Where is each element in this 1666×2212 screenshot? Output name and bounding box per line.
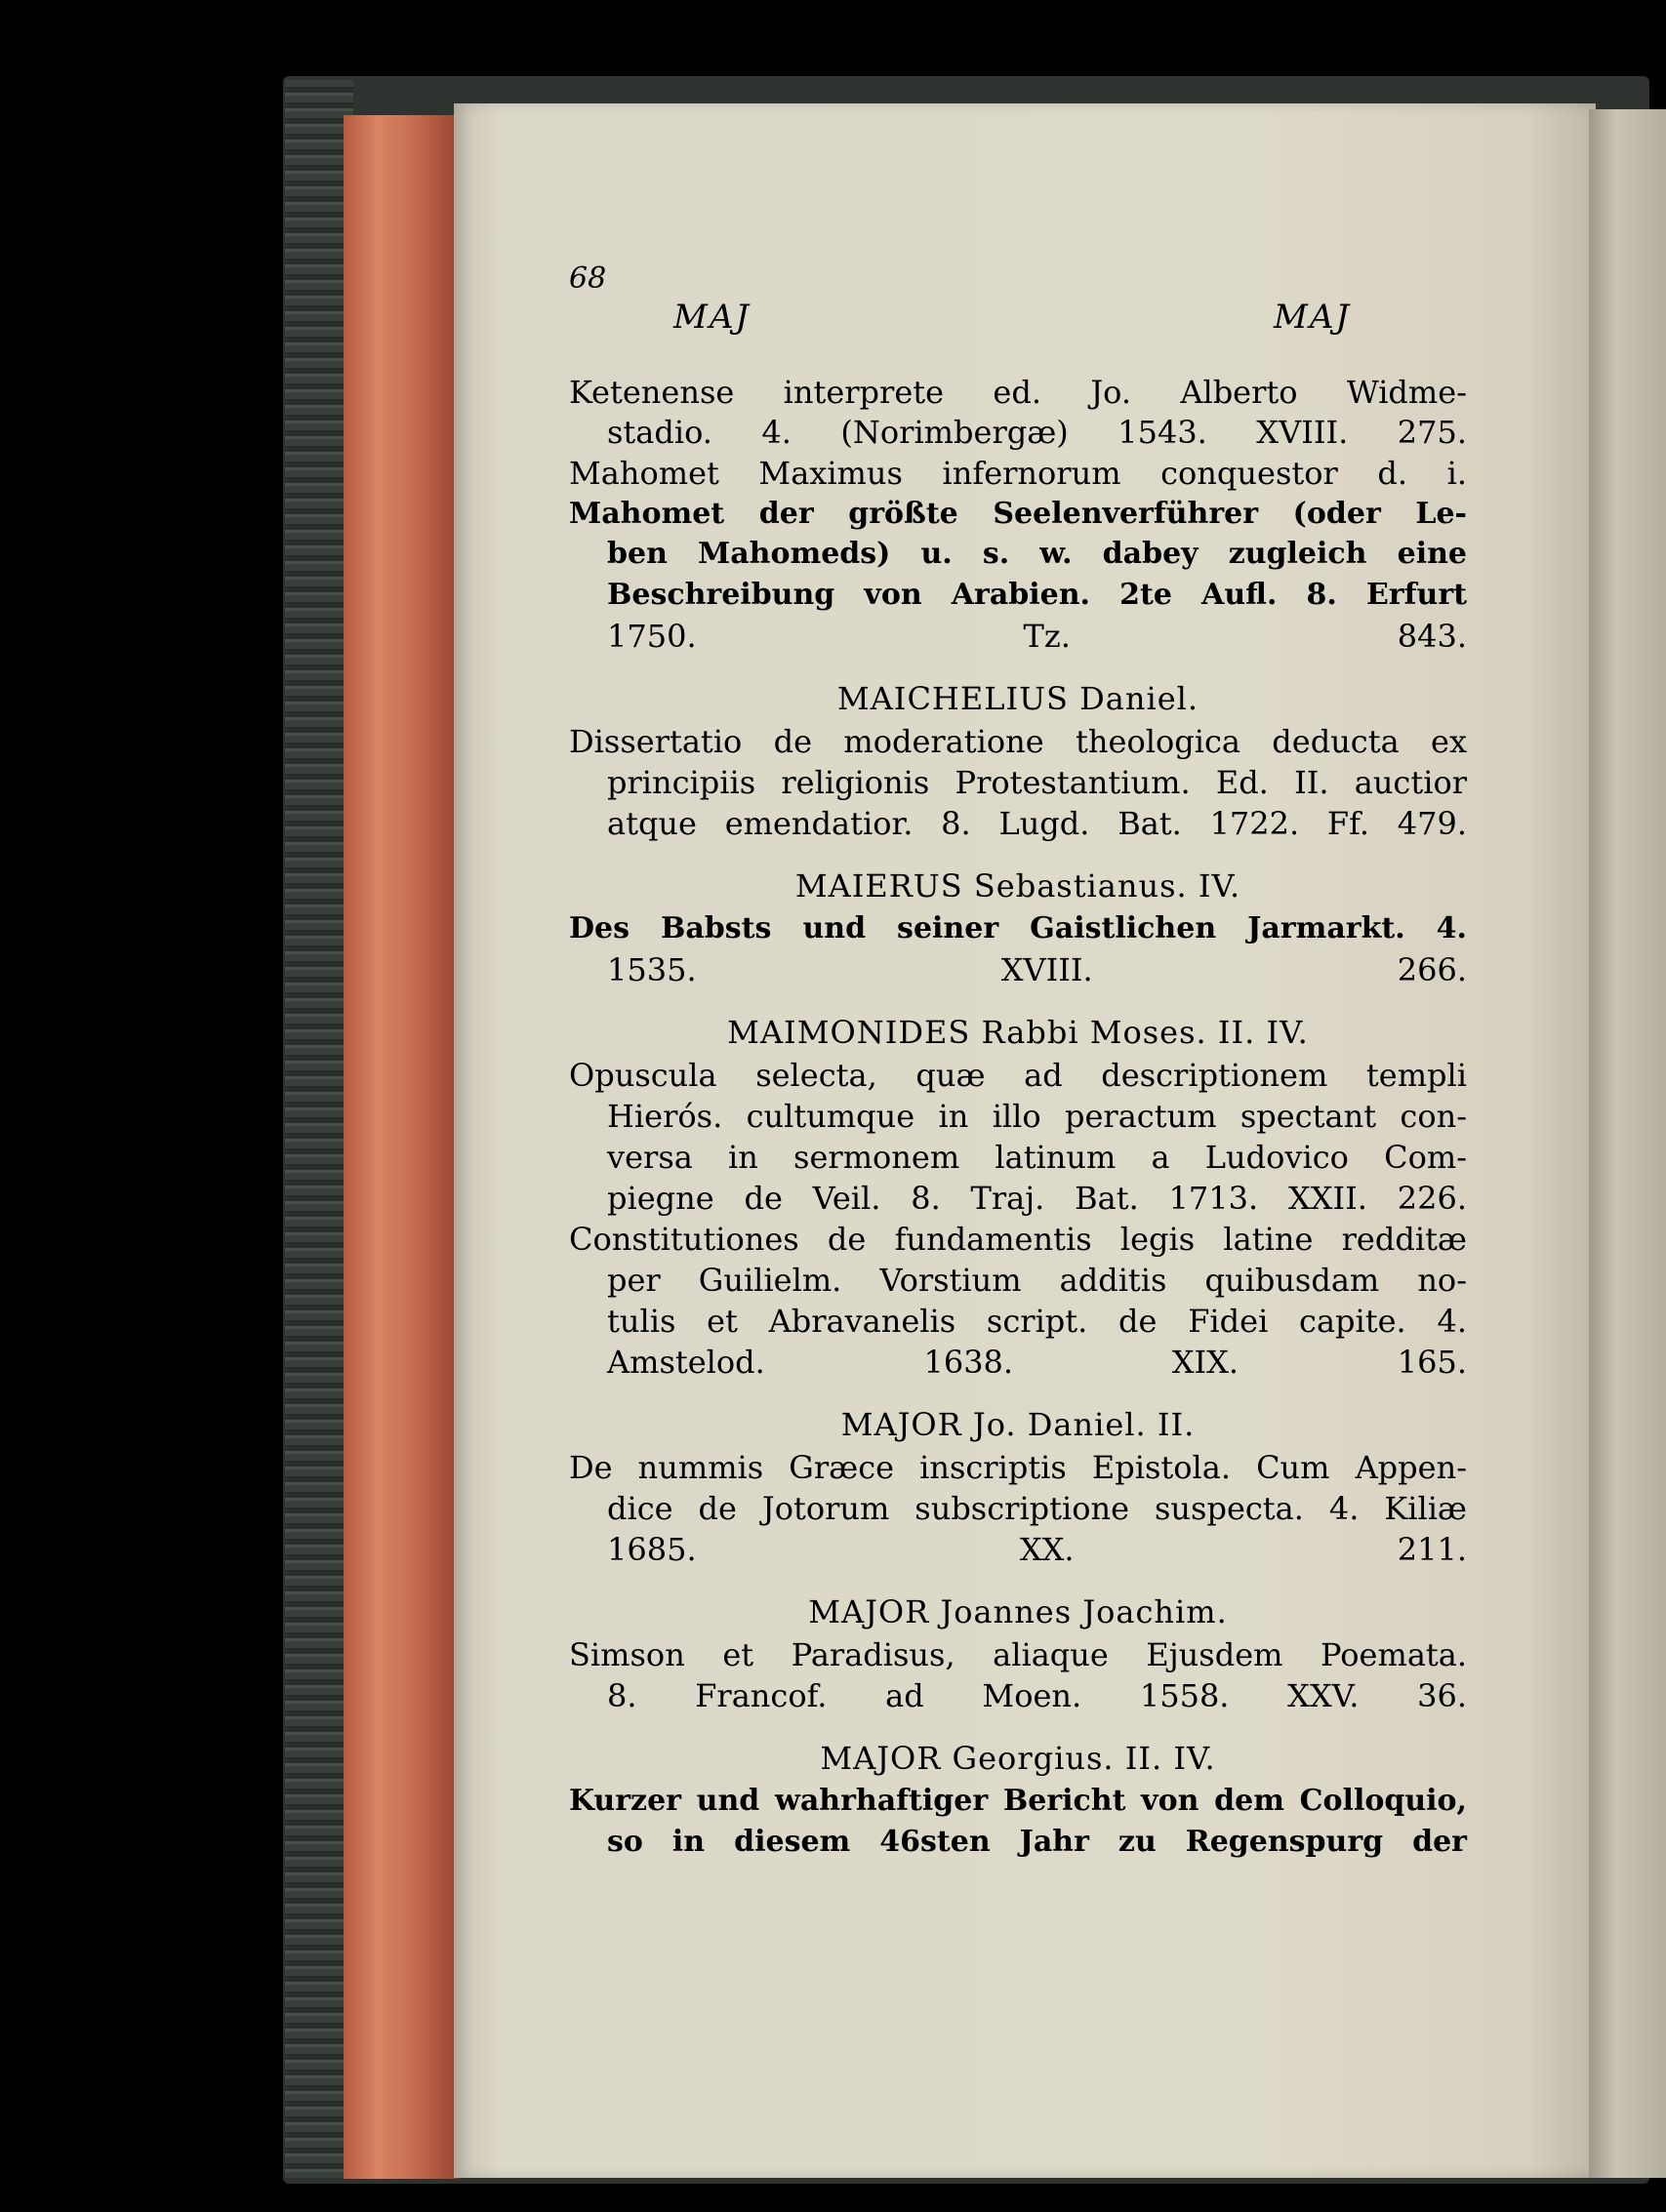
text-line: Opuscula selecta, quæ ad descriptionem templi <box>569 1057 1467 1094</box>
page-number: 68 <box>569 261 607 296</box>
text-line: Amstelod. 1638. XIX. 165. <box>607 1344 1467 1381</box>
text-line: MAICHELIUS Daniel. <box>836 680 1199 717</box>
text-line: Simson et Paradisus, aliaque Ejusdem Poemata. <box>569 1636 1467 1673</box>
text-line: 1685. XX. 211. <box>607 1531 1467 1568</box>
text-line: Mahomet der größte Seelenverführer (oder Le- <box>569 497 1467 531</box>
text-line: Ketenense interprete ed. Jo. Alberto Widme- <box>569 374 1467 411</box>
text-line: Hierós. cultumque in illo peractum spectant con- <box>607 1098 1467 1135</box>
text-line: 1750. Tz. 843. <box>607 618 1467 655</box>
running-header-left: MAJ <box>673 298 751 337</box>
text-line: stadio. 4. (Norimbergæ) 1543. XVIII. 275. <box>607 414 1467 451</box>
text-line: Des Babsts und seiner Gaistlichen Jarmarkt. 4. <box>569 911 1467 945</box>
text-line: Mahomet Maximus infernorum conquestor d. i. <box>569 455 1467 492</box>
text-line: Kurzer und wahrhaftiger Bericht von dem Colloquio, <box>569 1784 1467 1818</box>
text-line: MAIMONIDES Rabbi Moses. II. IV. <box>727 1014 1309 1051</box>
text-line: Dissertatio de moderatione theologica deducta ex <box>569 723 1467 760</box>
text-line: Beschreibung von Arabien. 2te Aufl. 8. Erfurt <box>607 578 1467 612</box>
text-line: MAIERUS Sebastianus. IV. <box>794 867 1241 905</box>
text-line: ben Mahomeds) u. s. w. dabey zugleich eine <box>607 537 1467 571</box>
running-header-right: MAJ <box>1274 298 1351 337</box>
text-line: atque emendatior. 8. Lugd. Bat. 1722. Ff. 479. <box>607 805 1467 842</box>
text-line: 8. Francof. ad Moen. 1558. XXV. 36. <box>607 1677 1467 1714</box>
text-line: principiis religionis Protestantium. Ed. II. auctior <box>607 764 1467 801</box>
text-line: MAJOR Jo. Daniel. II. <box>840 1406 1196 1443</box>
text-line: dice de Jotorum subscriptione suspecta. 4. Kiliæ <box>607 1490 1467 1527</box>
text-line: De nummis Græce inscriptis Epistola. Cum Appen- <box>569 1449 1467 1486</box>
text-line: tulis et Abravanelis script. de Fidei capite. 4. <box>607 1303 1467 1340</box>
red-page-edges <box>344 115 460 2179</box>
page-gutter <box>1589 109 1666 2178</box>
text-line: 1535. XVIII. 266. <box>607 951 1467 988</box>
text-line: MAJOR Joannes Joachim. <box>808 1593 1228 1630</box>
text-line: MAJOR Georgius. II. IV. <box>820 1740 1216 1777</box>
text-line: piegne de Veil. 8. Traj. Bat. 1713. XXII. 226. <box>607 1180 1467 1217</box>
text-line: Constitutiones de fundamentis legis latine redditæ <box>569 1221 1467 1258</box>
text-line: per Guilielm. Vorstium additis quibusdam no- <box>607 1262 1467 1299</box>
text-line: so in diesem 46sten Jahr zu Regenspurg der <box>607 1825 1467 1859</box>
text-line: versa in sermonem latinum a Ludovico Com- <box>607 1139 1467 1176</box>
